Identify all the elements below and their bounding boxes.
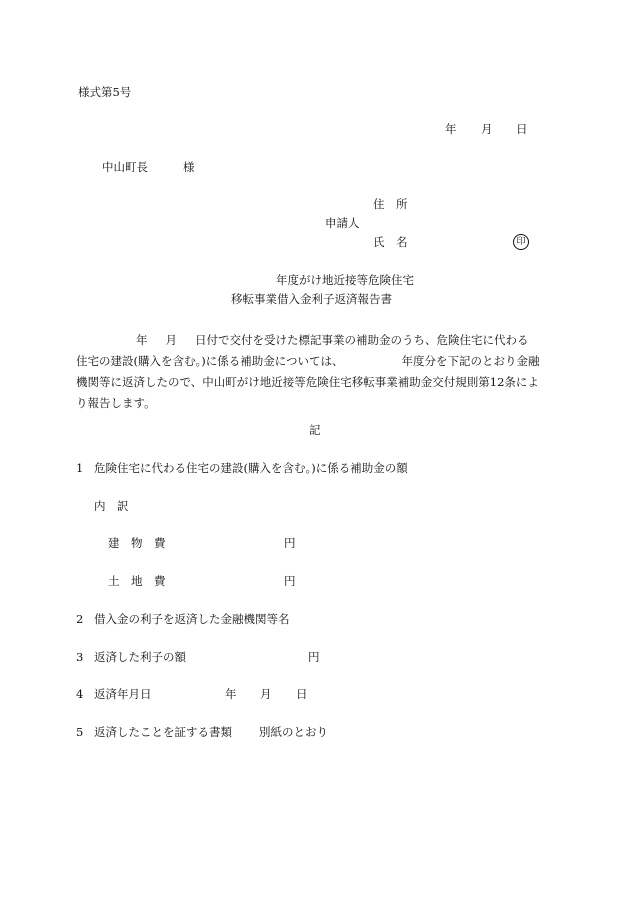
body-line-4: り報告します。 (76, 396, 156, 410)
title-line-1: 年度がけ地近接等危険住宅 (276, 273, 414, 287)
applicant-role-label: 申請人 (325, 216, 360, 230)
body-year-label: 年 (136, 333, 148, 347)
title-line-2: 移転事業借入金利子返済報告書 (231, 292, 392, 306)
item-5-value: 別紙のとおり (259, 725, 328, 739)
land-cost-unit: 円 (284, 574, 296, 588)
date-day-label: 日 (516, 122, 528, 136)
ki-heading: 記 (309, 423, 321, 437)
applicant-address-label: 住 所 (373, 197, 408, 211)
addressee-name: 中山町長 (102, 160, 148, 174)
body-line-2-text: 住宅の建設(購入を含む。)に係る補助金については、 (76, 354, 344, 368)
body-line-1-text: 日付で交付を受けた標記事業の補助金のうち、危険住宅に代わる (195, 333, 529, 347)
date-month-label: 月 (481, 122, 493, 136)
land-cost-label: 土 地 費 (108, 574, 166, 588)
item-4-number: 4 (76, 687, 84, 701)
building-cost-label: 建 物 費 (108, 536, 166, 550)
item-4-label: 返済年月日 (94, 687, 152, 701)
item-2-label: 借入金の利子を返済した金融機関等名 (94, 612, 290, 626)
addressee-honorific: 様 (183, 160, 195, 174)
building-cost-unit: 円 (284, 536, 296, 550)
item-1-number: 1 (76, 461, 84, 475)
item-3-number: 3 (76, 650, 84, 664)
item-2-number: 2 (76, 612, 84, 626)
body-line-3: 機関等に返済したので、中山町がけ地近接等危険住宅移転事業補助金交付規則第12条によ (76, 375, 539, 389)
body-line-1 (76, 330, 556, 351)
item-3-unit: 円 (308, 650, 320, 664)
body-line-2 (76, 351, 556, 372)
date-year-label: 年 (445, 122, 457, 136)
item-3-label: 返済した利子の額 (94, 650, 186, 664)
item-5-number: 5 (76, 725, 84, 739)
item-4-month: 月 (260, 687, 272, 701)
seal-mark: 印 (513, 234, 529, 250)
item-4-year: 年 (225, 687, 237, 701)
body-line-2-tail: 年度分を下記のとおり金融 (401, 354, 540, 368)
applicant-name-label: 氏 名 (373, 235, 408, 249)
form-number: 様式第5号 (78, 85, 132, 99)
breakdown-label: 内 訳 (94, 499, 129, 513)
body-month-label: 月 (165, 333, 177, 347)
body-paragraph (76, 330, 556, 414)
item-5-label: 返済したことを証する書類 (94, 725, 232, 739)
item-4-day: 日 (296, 687, 308, 701)
item-1-label: 危険住宅に代わる住宅の建設(購入を含む。)に係る補助金の額 (94, 461, 408, 475)
